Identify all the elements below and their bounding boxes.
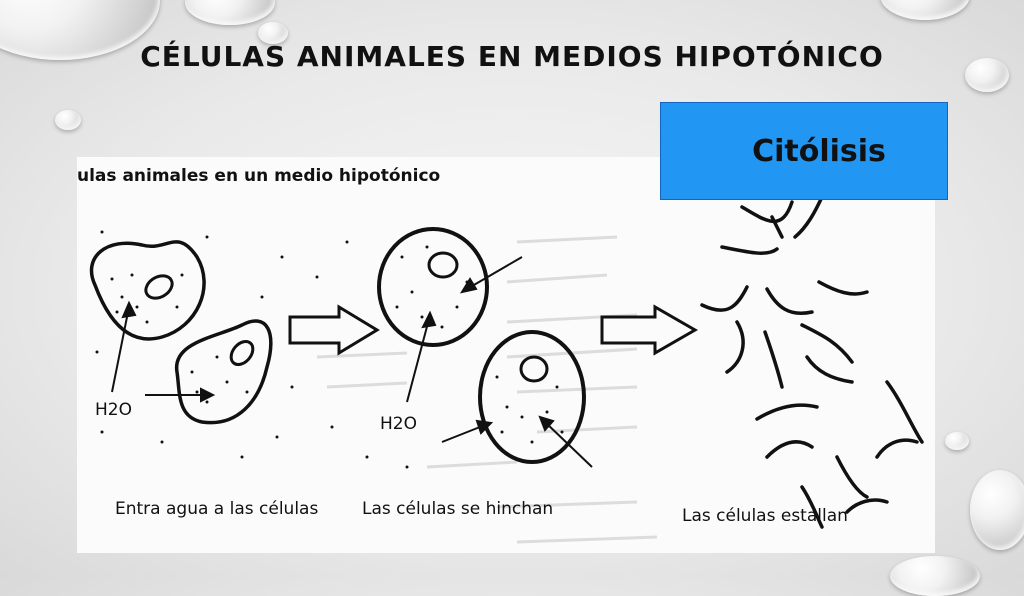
figure-heading: ulas animales en un medio hipotónico: [77, 166, 441, 186]
molecule-label-middle: H2O: [380, 414, 417, 434]
water-drop-decoration: [185, 0, 275, 25]
slide-title: CÉLULAS ANIMALES EN MEDIOS HIPOTÓNICO: [140, 40, 884, 73]
cell-swollen-2: [480, 332, 584, 462]
water-arrows-middle: [407, 257, 592, 467]
caption-water-enters: Entra agua a las células: [115, 499, 319, 519]
process-arrow-1: [290, 307, 377, 353]
molecule-label-left: H2O: [95, 400, 132, 420]
water-drop-decoration: [890, 556, 980, 596]
citolisis-callout-box: [660, 102, 948, 200]
callout-label: Citólisis: [752, 133, 886, 169]
water-drop-decoration: [55, 110, 81, 130]
water-arrows-left: [112, 303, 213, 401]
caption-cells-burst: Las células estallan: [682, 506, 848, 526]
cell-burst-fragments: [702, 197, 922, 527]
cell-diagram-image: [77, 157, 935, 553]
process-arrow-2: [602, 307, 695, 353]
caption-cells-swell: Las células se hinchan: [362, 499, 554, 519]
water-drop-decoration: [880, 0, 970, 20]
water-drop-decoration: [945, 432, 969, 450]
cell-normal-1: [92, 242, 205, 339]
cell-normal-2: [177, 321, 271, 423]
water-drop-decoration: [970, 470, 1024, 550]
